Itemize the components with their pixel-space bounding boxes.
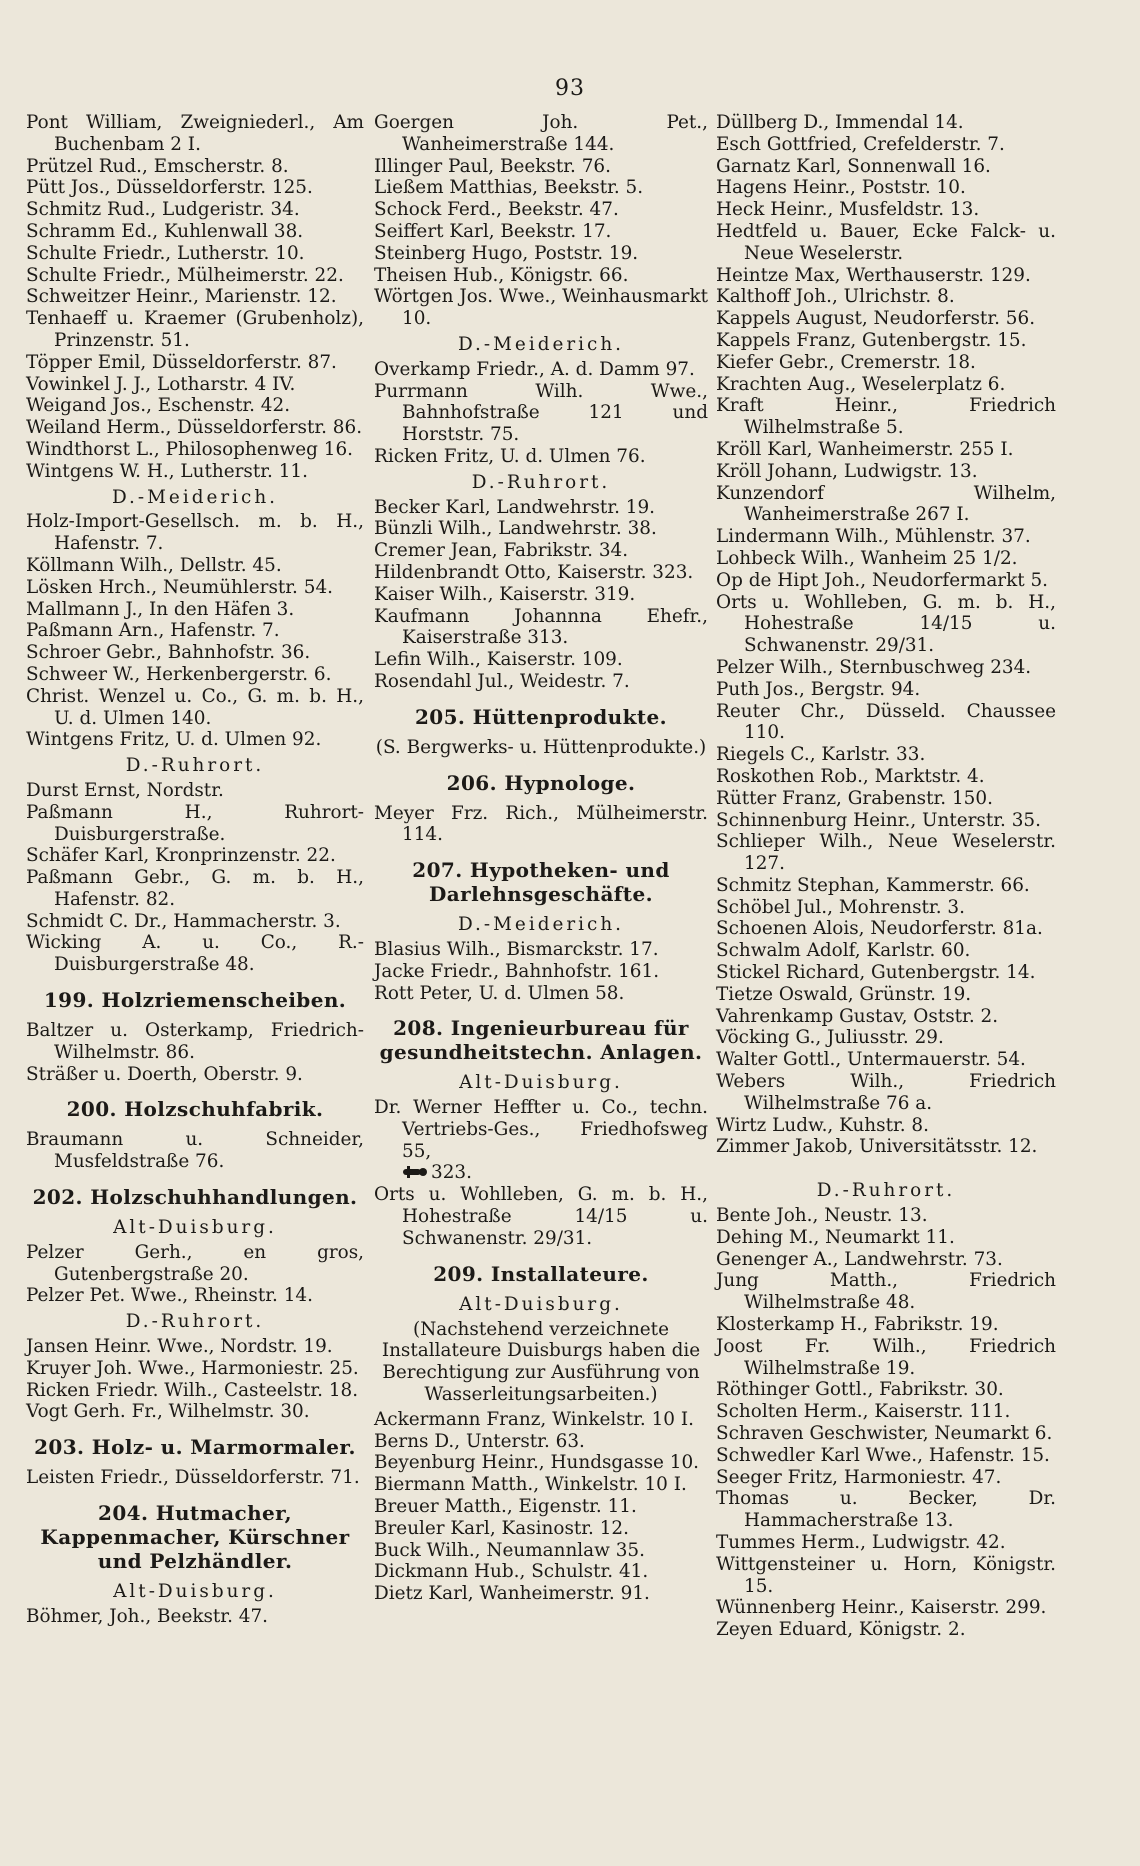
directory-entry: Orts u. Wohlleben, G. m. b. H., Hohestraße 14/15 u. Schwanenstr. 29/31. <box>374 1184 708 1249</box>
directory-entry: Kalthoff Joh., Ulrichstr. 8. <box>716 286 955 308</box>
directory-entry: Ricken Fritz, U. d. Ulmen 76. <box>374 445 646 467</box>
location-heading: Alt-Duisburg. <box>113 1581 277 1603</box>
directory-entry: Breuer Matth., Eigenstr. 11. <box>374 1495 637 1517</box>
directory-entry: Garnatz Karl, Sonnenwall 16. <box>716 155 991 177</box>
directory-entry: Pelzer Wilh., Sternbuschweg 234. <box>716 656 1032 678</box>
entry-list <box>374 112 708 330</box>
directory-entry: Zimmer Jakob, Universitätsstr. 12. <box>716 1136 1038 1158</box>
directory-entry: Heintze Max, Werthauserstr. 129. <box>716 264 1031 286</box>
entry-list <box>716 112 1056 1158</box>
directory-entry: Paßmann H., Ruhrort-Duisburgerstraße. <box>26 801 364 845</box>
column-3 <box>716 112 1056 1641</box>
location-heading: D.-Ruhrort. <box>816 1180 956 1202</box>
directory-entry: Schmitz Rud., Ludgeristr. 34. <box>26 199 300 221</box>
directory-entry: Schwedler Karl Wwe., Hafenstr. 15. <box>716 1444 1050 1466</box>
directory-entry: Krachten Aug., Weselerplatz 6. <box>716 373 1006 395</box>
directory-entry: Klosterkamp H., Fabrikstr. 19. <box>716 1314 999 1336</box>
directory-entry: Ricken Friedr. Wilh., Casteelstr. 18. <box>26 1379 359 1401</box>
location-heading: D.-Ruhrort. <box>125 1311 265 1333</box>
entry-list <box>716 1205 1056 1641</box>
directory-entry: Köllmann Wilh., Dellstr. 45. <box>26 554 282 576</box>
entry-list <box>374 359 708 468</box>
directory-entry: Schulte Friedr., Mülheimerstr. 22. <box>26 264 344 286</box>
directory-entry: Kaufmann Johannna Ehefr., Kaiserstraße 313. <box>374 605 708 649</box>
directory-entry: Vogt Gerh. Fr., Wilhelmstr. 30. <box>26 1401 310 1423</box>
directory-entry: Berns D., Unterstr. 63. <box>374 1430 585 1452</box>
entry-list <box>26 1606 364 1628</box>
directory-entry: Joost Fr. Wilh., Friedrich Wilhelmstraße 19. <box>716 1335 1056 1379</box>
location-heading: D.-Ruhrort. <box>471 471 611 493</box>
directory-entry: Orts u. Wohlleben, G. m. b. H., Hohestraße 14/15 u. Schwanenstr. 29/31. <box>716 591 1056 657</box>
directory-entry: Schock Ferd., Beekstr. 47. <box>374 199 619 221</box>
directory-entry: Vahrenkamp Gustav, Oststr. 2. <box>716 1005 999 1027</box>
entry-list <box>26 1020 364 1085</box>
directory-entry: Bünzli Wilh., Landwehrstr. 38. <box>374 518 657 540</box>
directory-entry: Paßmann Arn., Hafenstr. 7. <box>26 620 280 642</box>
directory-entry: Düllberg D., Immendal 14. <box>716 112 964 133</box>
location-heading: Alt-Duisburg. <box>459 1072 623 1094</box>
entry-list <box>26 1242 364 1307</box>
directory-entry: Beyenburg Heinr., Hundsgasse 10. <box>374 1452 700 1474</box>
directory-entry: Theisen Hub., Königstr. 66. <box>374 264 629 286</box>
directory-entry: Tummes Herm., Ludwigstr. 42. <box>716 1532 1006 1553</box>
directory-entry: Wittgensteiner u. Horn, Königstr. 15. <box>716 1553 1056 1597</box>
directory-entry: Schroer Gebr., Bahnhofstr. 36. <box>26 642 311 664</box>
directory-entry: Goergen Joh. Pet., Wanheimerstraße 144. <box>374 112 708 155</box>
directory-entry: Rütter Franz, Grabenstr. 150. <box>716 787 993 809</box>
directory-entry: Hedtfeld u. Bauer, Ecke Falck- u. Neue Weselerstr. <box>716 220 1056 264</box>
directory-entry: Kraft Heinr., Friedrich Wilhelmstraße 5. <box>716 395 1056 439</box>
entry-list <box>374 1409 708 1605</box>
directory-entry: Lefin Wilh., Kaiserstr. 109. <box>374 649 623 671</box>
directory-entry: Puth Jos., Bergstr. 94. <box>716 678 921 700</box>
directory-entry: Steinberg Hugo, Poststr. 19. <box>374 242 639 264</box>
section-heading-203: 203. Holz- u. Marmormaler. <box>34 1435 356 1460</box>
entry-list <box>26 511 364 751</box>
directory-entry: Becker Karl, Landwehrstr. 19. <box>374 496 656 518</box>
directory-entry: Schoenen Alois, Neudorferstr. 81a. <box>716 918 1043 940</box>
directory-entry: Kunzendorf Wilhelm, Wanheimerstraße 267 I. <box>716 482 1056 526</box>
entry-list <box>374 803 708 847</box>
directory-entry: Webers Wilh., Friedrich Wilhelmstraße 76 a. <box>716 1071 1056 1114</box>
directory-entry: Walter Gottl., Untermauerstr. 54. <box>716 1049 1026 1071</box>
directory-entry: Wintgens W. H., Lutherstr. 11. <box>26 460 308 482</box>
directory-entry: Zeyen Eduard, Königstr. 2. <box>716 1619 966 1641</box>
directory-entry: Pelzer Gerh., en gros, Gutenbergstraße 20. <box>26 1241 364 1285</box>
directory-entry: Schmitz Stephan, Kammerstr. 66. <box>716 874 1030 896</box>
directory-entry: Weigand Jos., Eschenstr. 42. <box>26 395 291 417</box>
directory-entry: Weiland Herm., Düsseldorferstr. 86. <box>26 417 363 439</box>
directory-entry: Schlieper Wilh., Neue Weselerstr. 127. <box>716 831 1056 875</box>
directory-entry: Buck Wilh., Neumannlaw 35. <box>374 1539 645 1561</box>
entry-list <box>26 1467 364 1489</box>
directory-entry: Reuter Chr., Düsseld. Chaussee 110. <box>716 700 1056 744</box>
directory-entry: Blasius Wilh., Bismarckstr. 17. <box>374 938 659 960</box>
directory-entry: Holz-Import-Gesellsch. m. b. H., Hafenstr. 7. <box>26 511 364 555</box>
directory-entry: Hildenbrandt Otto, Kaiserstr. 323. <box>374 561 694 583</box>
page-number: 93 <box>555 76 585 101</box>
directory-entry: Rosendahl Jul., Weidestr. 7. <box>374 670 630 692</box>
directory-entry: Pelzer Pet. Wwe., Rheinstr. 14. <box>26 1285 313 1307</box>
directory-entry: Sträßer u. Doerth, Oberstr. 9. <box>26 1063 303 1085</box>
directory-entry: Schweer W., Herkenbergerstr. 6. <box>26 663 332 685</box>
entry-list <box>374 939 708 1004</box>
directory-entry: Pütt Jos., Düsseldorferstr. 125. <box>26 177 313 199</box>
location-heading: D.-Meiderich. <box>457 333 625 355</box>
entry-list <box>374 1184 708 1249</box>
directory-entry: Tenhaeff u. Kraemer (Grubenholz), Prinzenstr. 51. <box>26 308 364 351</box>
directory-entry: Lindermann Wilh., Mühlenstr. 37. <box>716 526 1031 548</box>
directory-entry: Prützel Rud., Emscherstr. 8. <box>26 155 289 177</box>
section-heading-206: 206. Hypnologe. <box>446 770 636 795</box>
directory-entry: Durst Ernst, Nordstr. <box>26 779 224 801</box>
directory-entry: Schulte Friedr., Lutherstr. 10. <box>26 242 305 264</box>
directory-entry: Rott Peter, U. d. Ulmen 58. <box>374 982 625 1004</box>
spacer <box>716 1158 1056 1176</box>
directory-entry: Mallmann J., In den Häfen 3. <box>26 598 295 620</box>
directory-entry: Schäfer Karl, Kronprinzenstr. 22. <box>26 845 336 867</box>
directory-entry: Vowinkel J. J., Lotharstr. 4 IV. <box>26 373 296 395</box>
entry-list <box>26 112 364 483</box>
directory-entry: Kiefer Gebr., Cremerstr. 18. <box>716 351 976 373</box>
directory-entry: Töpper Emil, Düsseldorferstr. 87. <box>26 351 337 373</box>
directory-entry: Windthorst L., Philosophenweg 16. <box>26 438 353 460</box>
directory-entry: Meyer Frz. Rich., Mülheimerstr. 114. <box>374 802 708 846</box>
directory-entry: Illinger Paul, Beekstr. 76. <box>374 155 611 177</box>
directory-entry: Röthinger Gottl., Fabrikstr. 30. <box>716 1379 1004 1401</box>
directory-entry: Thomas u. Becker, Dr. Hammacherstraße 13. <box>716 1488 1056 1532</box>
directory-entry: Stickel Richard, Gutenbergstr. 14. <box>716 962 1036 984</box>
entry-list <box>26 1129 364 1173</box>
directory-entry: Wünnenberg Heinr., Kaiserstr. 299. <box>716 1597 1047 1619</box>
section-heading-202: 202. Holzschuhhandlungen. <box>32 1185 358 1210</box>
directory-entry: Wintgens Fritz, U. d. Ulmen 92. <box>26 729 322 751</box>
directory-entry: Pont William, Zweigniederl., Am Buchenbam 2 I. <box>26 112 364 155</box>
directory-entry: Schweitzer Heinr., Marienstr. 12. <box>26 286 337 308</box>
directory-entry: Dr. Werner Heffter u. Co., techn. Vertriebs-Ges., Friedhofsweg 55, <box>374 1097 708 1162</box>
directory-entry: Böhmer, Joh., Beekstr. 47. <box>26 1605 269 1627</box>
location-heading: D.-Meiderich. <box>111 486 279 508</box>
directory-entry: Leisten Friedr., Düsseldorferstr. 71. <box>26 1467 360 1489</box>
directory-entry: Kruyer Joh. Wwe., Harmoniestr. 25. <box>26 1357 359 1379</box>
column-1 <box>26 112 364 1628</box>
section-heading-209: 209. Installateure. <box>433 1261 649 1286</box>
directory-entry: Wicking A. u. Co., R.-Duisburgerstraße 48. <box>26 932 364 976</box>
directory-entry: Jansen Heinr. Wwe., Nordstr. 19. <box>26 1336 333 1358</box>
directory-entry: Hagens Heinr., Poststr. 10. <box>716 177 966 199</box>
directory-entry: Biermann Matth., Winkelstr. 10 I. <box>374 1474 687 1496</box>
location-heading: D.-Meiderich. <box>457 914 625 936</box>
directory-entry: Wörtgen Jos. Wwe., Weinhausmarkt 10. <box>374 286 708 330</box>
directory-entry: Kaiser Wilh., Kaiserstr. 319. <box>374 583 636 605</box>
directory-entry: Seiffert Karl, Beekstr. 17. <box>374 220 612 242</box>
directory-entry: Purrmann Wilh. Wwe., Bahnhofstraße 121 und Horststr. 75. <box>374 380 708 446</box>
directory-entry: Kröll Karl, Wanheimerstr. 255 I. <box>716 438 1014 460</box>
directory-entry: Cremer Jean, Fabrikstr. 34. <box>374 540 629 562</box>
entry-list <box>374 1097 708 1162</box>
entry-list <box>374 497 708 693</box>
directory-entry: Jung Matth., Friedrich Wilhelmstraße 48. <box>716 1270 1056 1314</box>
directory-entry: Seeger Fritz, Harmoniestr. 47. <box>716 1466 1002 1488</box>
directory-entry: Kappels Franz, Gutenbergstr. 15. <box>716 329 1027 351</box>
location-heading: Alt-Duisburg. <box>459 1293 623 1315</box>
directory-entry: Riegels C., Karlstr. 33. <box>716 744 926 766</box>
directory-entry: Bente Joh., Neustr. 13. <box>716 1205 928 1227</box>
section-note: (S. Bergwerks- u. Hüttenprodukte.) <box>375 736 707 758</box>
directory-entry: Genenger A., Landwehrstr. 73. <box>716 1248 1003 1270</box>
directory-entry: Dickmann Hub., Schulstr. 41. <box>374 1561 649 1583</box>
directory-entry: Schmidt C. Dr., Hammacherstr. 3. <box>26 910 341 932</box>
section-heading-207: 207. Hypotheken- und Darlehnsgeschäfte. <box>412 858 670 907</box>
directory-entry: Kröll Johann, Ludwigstr. 13. <box>716 460 978 482</box>
directory-entry: Braumann u. Schneider, Musfeldstraße 76. <box>26 1129 364 1173</box>
location-heading: Alt-Duisburg. <box>113 1217 277 1239</box>
directory-entry: Tietze Oswald, Grünstr. 19. <box>716 983 972 1005</box>
directory-entry: Heck Heinr., Musfeldstr. 13. <box>716 199 980 221</box>
directory-entry: Schramm Ed., Kuhlenwall 38. <box>26 220 304 242</box>
directory-entry: Lösken Hrch., Neumühlerstr. 54. <box>26 576 333 598</box>
directory-entry: Christ. Wenzel u. Co., G. m. b. H., U. d. Ulmen 140. <box>26 685 364 729</box>
directory-entry: Paßmann Gebr., G. m. b. H., Hafenstr. 82. <box>26 867 364 910</box>
entry-list <box>26 1336 364 1423</box>
directory-entry: Scholten Herm., Kaiserstr. 111. <box>716 1401 1011 1423</box>
directory-entry: Schraven Geschwister, Neumarkt 6. <box>716 1423 1053 1445</box>
directory-entry: Baltzer u. Osterkamp, Friedrich-Wilhelmstr. 86. <box>26 1020 364 1063</box>
directory-entry: Overkamp Friedr., A. d. Damm 97. <box>374 358 695 380</box>
directory-entry: Ackermann Franz, Winkelstr. 10 I. <box>374 1408 694 1430</box>
section-note: (Nachstehend verzeichnete Installateure Duisburgs haben die Berechtigung zur Ausführung von Wasserleitungsarbeiten.) <box>381 1318 701 1405</box>
directory-entry: Schöbel Jul., Mohrenstr. 3. <box>716 896 965 918</box>
section-heading-208: 208. Ingenieurbureau für gesundheitstechn. Anlagen. <box>379 1016 703 1065</box>
directory-entry: Schwalm Adolf, Karlstr. 60. <box>716 940 971 962</box>
directory-entry: Vöcking G., Juliusstr. 29. <box>716 1027 944 1049</box>
directory-entry: Breuler Karl, Kasinostr. 12. <box>374 1517 629 1539</box>
directory-entry: Dietz Karl, Wanheimerstr. 91. <box>374 1583 650 1605</box>
phone-number: 323. <box>431 1162 472 1184</box>
directory-entry: Schinnenburg Heinr., Unterstr. 35. <box>716 809 1041 831</box>
location-heading: D.-Ruhrort. <box>125 755 265 777</box>
entry-list <box>26 780 364 976</box>
column-2 <box>374 112 708 1605</box>
directory-entry: Roskothen Rob., Marktstr. 4. <box>716 765 985 787</box>
section-heading-200: 200. Holzschuhfabrik. <box>66 1097 324 1122</box>
phone-line <box>374 1162 708 1184</box>
telephone-icon <box>402 1163 428 1185</box>
directory-entry: Dehing M., Neumarkt 11. <box>716 1226 955 1248</box>
directory-entry: Kappels August, Neudorferstr. 56. <box>716 308 1036 330</box>
directory-entry: Lohbeck Wilh., Wanheim 25 1/2. <box>716 547 1018 569</box>
section-heading-204: 204. Hutmacher, Kappenmacher, Kürschner und Pelzhändler. <box>40 1501 350 1574</box>
directory-entry: Op de Hipt Joh., Neudorfermarkt 5. <box>716 569 1049 591</box>
directory-entry: Esch Gottfried, Crefelderstr. 7. <box>716 133 1005 155</box>
directory-entry: Wirtz Ludw., Kuhstr. 8. <box>716 1114 929 1136</box>
directory-entry: Jacke Friedr., Bahnhofstr. 161. <box>374 960 660 982</box>
section-heading-199: 199. Holzriemenscheiben. <box>43 988 347 1013</box>
section-heading-205: 205. Hüttenprodukte. <box>414 704 668 729</box>
directory-entry: Ließem Matthias, Beekstr. 5. <box>374 177 644 199</box>
